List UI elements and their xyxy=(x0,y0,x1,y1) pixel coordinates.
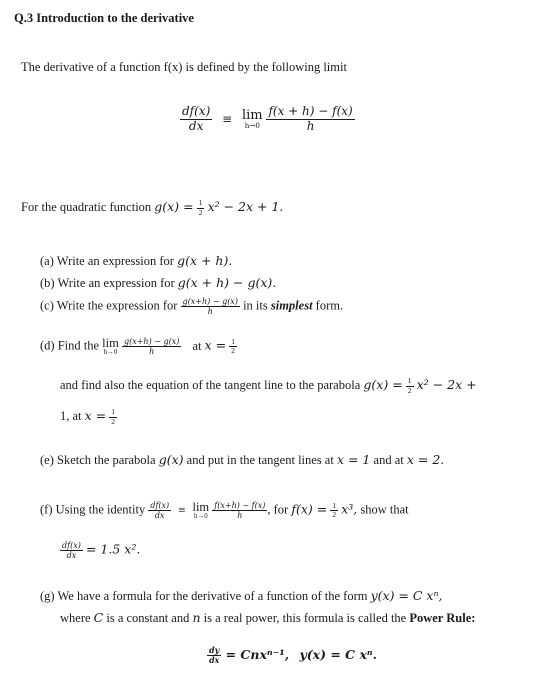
part-g: (g) We have a formula for the derivative of a function of the form y(x) = C xⁿ, xyxy=(40,588,443,603)
intro-text: The derivative of a function f(x) is defined by the following limit xyxy=(21,60,347,74)
part-f-result: $\frac{df(x)}{dx}$ = 1.5 x². xyxy=(62,541,141,561)
part-b: (b) Write an expression for g(x + h) − g(x). xyxy=(40,275,277,290)
derivative-definition xyxy=(180,105,355,134)
part-d-line2: and find also the equation of the tangent line to the parabola g(x) = $\frac{1}{2}$ x² − 2x + xyxy=(60,376,477,395)
part-f: (f) Using the identity $\frac{df(x)}{dx}$ ≡ lim h→0 $\frac{f(x+h) - f(x)}{h}$ , for f(x) = $\frac{1}{2}$ x³, show that xyxy=(40,500,409,521)
part-a: (a) Write an expression for g(x + h). xyxy=(40,253,233,268)
part-c: (c) Write the expression for $\frac{g(x+h) - g(x)}{h}$ in its simplest form. xyxy=(40,297,344,317)
definition-lhs: $\frac{df(x)}{dx}$ xyxy=(182,104,211,133)
limit-operator: lim h→0 xyxy=(241,108,263,131)
question-title: Q.3 Introduction to the derivative xyxy=(14,11,194,25)
equiv-symbol: ≡ xyxy=(222,111,233,126)
part-g-line2: where C is a constant and n is a real power, this formula is called the Power Rule: xyxy=(60,610,476,625)
part-e: (e) Sketch the parabola g(x) and put in the tangent lines at x = 1 and at x = 2. xyxy=(40,452,445,467)
part-d: (d) Find the lim h→0 $\frac{g(x+h) - g(x)}{h}$ at x = $\frac{1}{2}$ xyxy=(40,336,236,357)
part-d-line3: 1, at x = $\frac{1}{2}$ xyxy=(60,407,116,426)
power-rule-formula: $\frac{dy}{dx}$ = Cnxⁿ⁻¹, y(x) = C xⁿ. xyxy=(208,645,377,666)
quadratic-line: For the quadratic function g(x) = $\frac{1}{2}$ x² − 2x + 1. xyxy=(21,198,284,217)
definition-rhs: $\frac{f(x + h) - f(x)}{h}$ xyxy=(268,104,353,133)
